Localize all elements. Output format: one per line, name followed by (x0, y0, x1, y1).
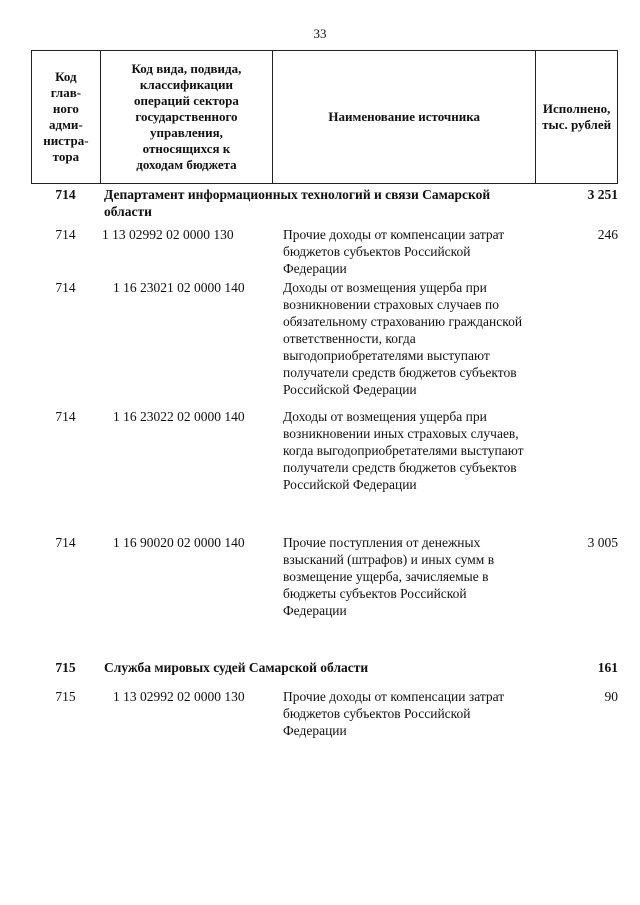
row-amount: 246 (597, 227, 618, 242)
row-admin-code: 714 (55, 535, 76, 550)
row-admin-code: 714 (55, 409, 76, 424)
row-source-name: Прочие доходы от компенсации затрат бюджетов субъектов Российской Федерации (283, 227, 505, 276)
section-total: 3 251 (587, 187, 618, 202)
row-source-name: Прочие доходы от компенсации затрат бюджетов субъектов Российской Федерации (283, 689, 505, 738)
header-executed: Исполнено, тыс. рублей (542, 101, 612, 132)
row-admin-code: 714 (55, 227, 76, 242)
section-title: Служба мировых судей Самарской области (104, 660, 369, 675)
row-amount: 90 (604, 689, 618, 704)
row-classification-code: 1 16 23022 02 0000 140 (113, 409, 245, 424)
row-source-name: Прочие поступления от денежных взысканий (штрафов) и иных сумм в возмещение ущерба, зачисляемые в бюджеты субъектов Российской Федерации (283, 535, 495, 618)
header-classification-code: Код вида, подвида, классификации операций сектора государственного управления, относящихся к доходам бюджета (101, 51, 273, 183)
row-classification-code: 1 13 02992 02 0000 130 (113, 689, 245, 704)
section-admin-code: 714 (55, 187, 76, 202)
header-source-name: Наименование источника (273, 51, 536, 183)
header-admin-code: Код глав- ного адми- нистра- тора (32, 51, 101, 183)
row-admin-code: 714 (55, 280, 76, 295)
page-number: 33 (313, 26, 327, 41)
table-header (31, 50, 618, 184)
section-admin-code: 715 (55, 660, 76, 675)
row-source-name: Доходы от возмещения ущерба при возникновении страховых случаев по обязательному страхованию гражданской ответственности, когда выгодоприобретателями выступают получатели средств бюджетов субъектов Российской Федерации (283, 280, 523, 397)
row-classification-code: 1 13 02992 02 0000 130 (102, 227, 234, 242)
section-title: Департамент информационных технологий и связи Самарской области (104, 187, 491, 219)
row-classification-code: 1 16 23021 02 0000 140 (113, 280, 245, 295)
row-amount: 3 005 (587, 535, 618, 550)
row-admin-code: 715 (55, 689, 76, 704)
row-source-name: Доходы от возмещения ущерба при возникновении иных страховых случаев, когда выгодоприобретателями выступают получатели средств бюджетов субъектов Российской Федерации (283, 409, 524, 492)
section-total: 161 (597, 660, 618, 675)
row-classification-code: 1 16 90020 02 0000 140 (113, 535, 245, 550)
